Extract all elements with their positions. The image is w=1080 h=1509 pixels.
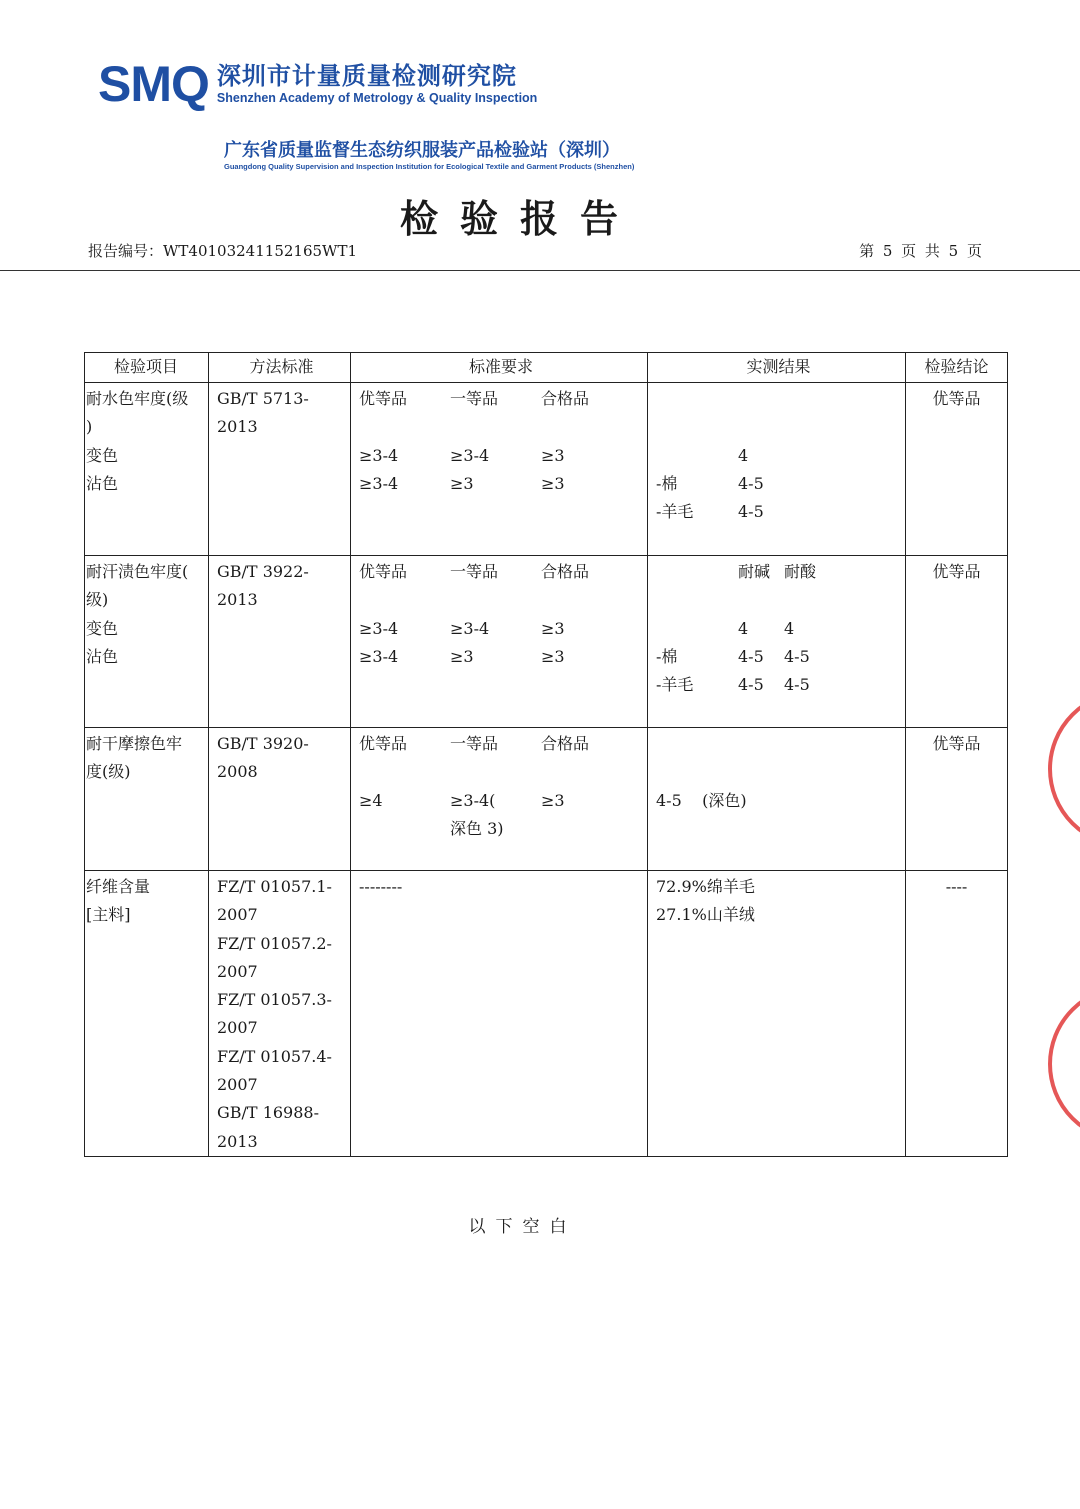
result-cell [648, 383, 906, 555]
item-text: 耐汗渍色牢度( [86, 562, 189, 581]
requirement-line: 优等品 一等品 合格品 [359, 389, 590, 408]
header-divider [0, 270, 1080, 271]
method-cell [209, 383, 351, 555]
column-header: 检验结论 [924, 357, 989, 376]
result-line [656, 413, 901, 441]
table-row [85, 556, 1007, 728]
result-line: 72.9%绵羊毛 [656, 877, 755, 896]
result-line: -羊毛 4-5 4-5 [656, 675, 810, 695]
station-name-cn: 广东省质量监督生态纺织服装产品检验站（深圳） [224, 140, 620, 161]
red-seal-stamp [1048, 985, 1080, 1143]
result-line: -棉 4-5 [656, 473, 764, 493]
column-header: 检验项目 [85, 353, 209, 382]
requirement-line: 优等品 一等品 合格品 [359, 734, 590, 753]
method-text: 2013 [217, 590, 258, 610]
requirement-line [359, 758, 643, 786]
result-line [656, 385, 901, 413]
org-name-en: Shenzhen Academy of Metrology & Quality Inspection [216, 91, 538, 105]
method-cell [209, 871, 351, 1156]
requirement-line [359, 586, 643, 614]
method-text: 2007 [217, 905, 258, 925]
org-name-cn: 深圳市计量质量检测研究院 [216, 62, 517, 90]
method-text: 2013 [217, 1131, 258, 1151]
conclusion-cell: 优等品 [932, 562, 981, 581]
table-header-row [85, 353, 1007, 383]
item-cell [85, 728, 209, 870]
result-line: 27.1%山羊绒 [656, 905, 755, 925]
method-cell [209, 728, 351, 870]
method-text: GB/T 3920- [217, 734, 309, 753]
result-line [656, 758, 901, 786]
inspection-table [84, 352, 1008, 1157]
item-text: 变色 [86, 618, 119, 638]
column-header: 标准要求 [351, 353, 648, 382]
item-text: 度(级) [86, 762, 131, 782]
result-line: 4 4 [738, 618, 795, 638]
method-text: 2007 [217, 961, 258, 981]
method-text: 2013 [217, 417, 258, 437]
result-cell [648, 556, 906, 727]
result-line: -棉 4-5 4-5 [656, 646, 810, 666]
result-cell [648, 728, 906, 870]
table-row [85, 383, 1007, 556]
conclusion-cell: 优等品 [932, 734, 981, 753]
result-line [656, 586, 901, 614]
item-text: 沾色 [86, 646, 119, 666]
item-text: 变色 [86, 445, 119, 465]
item-text: ) [86, 417, 93, 437]
method-text: FZ/T 01057.4- [217, 1046, 332, 1066]
requirement-line: -------- [359, 877, 403, 896]
item-text: 纤维含量 [86, 877, 151, 896]
item-text: 级) [86, 590, 109, 610]
method-cell [209, 556, 351, 727]
report-number: 报告编号：WT40103241152165WT1 [88, 242, 357, 260]
logo-mark: SMQ [98, 56, 209, 112]
item-text: 耐干摩擦色牢 [86, 734, 183, 753]
requirement-cell [351, 556, 648, 727]
requirement-line: ≥4 ≥3-4( ≥3 [359, 790, 565, 810]
requirement-line: ≥3-4 ≥3 ≥3 [359, 473, 565, 493]
result-line: 耐碱 耐酸 [738, 562, 817, 581]
method-text: GB/T 3922- [217, 562, 309, 581]
item-text: 沾色 [86, 473, 119, 493]
item-cell [85, 383, 209, 555]
requirement-line: 深色 3) [450, 818, 504, 838]
station-name-en: Guangdong Quality Supervision and Inspection Institution for Ecological Textile and Garment Products (Shenzhen) [224, 162, 635, 171]
method-text: 2008 [217, 762, 258, 782]
requirement-line: ≥3-4 ≥3 ≥3 [359, 646, 565, 666]
requirement-line: 优等品 一等品 合格品 [359, 562, 590, 581]
result-cell [648, 871, 906, 1156]
result-line: 4-5 (深色) [656, 790, 747, 810]
method-text: FZ/T 01057.1- [217, 877, 332, 896]
conclusion-cell: 优等品 [932, 389, 981, 408]
method-text: GB/T 16988- [217, 1103, 319, 1123]
requirement-line: ≥3-4 ≥3-4 ≥3 [359, 618, 565, 638]
method-text: 2007 [217, 1075, 258, 1095]
method-text: FZ/T 01057.2- [217, 933, 332, 953]
method-text: GB/T 5713- [217, 389, 309, 408]
station-name [224, 140, 634, 172]
item-cell [85, 871, 209, 1156]
requirement-line [359, 413, 643, 441]
page-indicator: 第 5 页 共 5 页 [859, 242, 982, 260]
requirement-line: ≥3-4 ≥3-4 ≥3 [359, 445, 565, 465]
smq-logo [98, 56, 537, 112]
result-line [656, 730, 901, 758]
column-header: 实测结果 [648, 353, 906, 382]
red-seal-stamp [1048, 690, 1080, 848]
requirement-cell [351, 728, 648, 870]
blank-below-note: 以下空白 [468, 1217, 577, 1237]
item-text: 耐水色牢度(级 [86, 389, 189, 408]
method-text: FZ/T 01057.3- [217, 990, 332, 1010]
requirement-cell [351, 871, 648, 1156]
column-header: 方法标准 [209, 353, 351, 382]
document-title: 检验报告 [399, 197, 640, 241]
item-cell [85, 556, 209, 727]
result-line: 4 [738, 445, 749, 465]
table-row [85, 728, 1007, 871]
conclusion-cell: ---- [945, 877, 968, 896]
item-text: [主料] [86, 905, 131, 925]
method-text: 2007 [217, 1018, 258, 1038]
result-line: -羊毛 4-5 [656, 502, 764, 522]
table-row [85, 871, 1007, 1156]
requirement-cell [351, 383, 648, 555]
